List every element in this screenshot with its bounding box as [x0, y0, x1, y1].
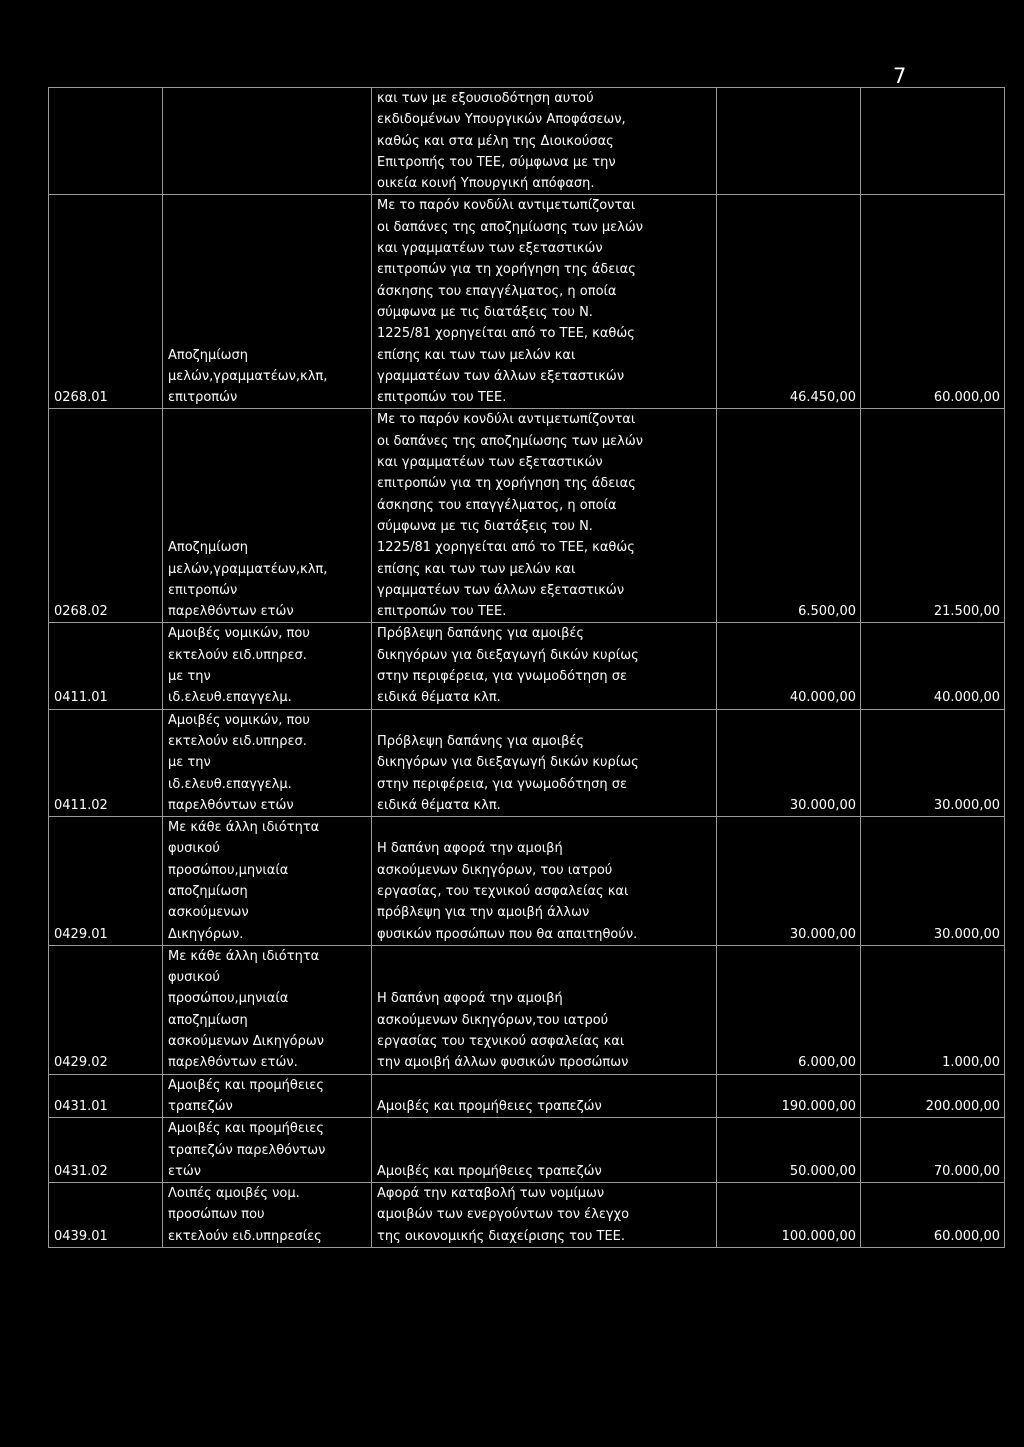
description-cell: Αμοιβές και προμήθειες τραπεζών: [372, 1118, 717, 1183]
title-cell: Αποζημίωση μελών,γραμματέων,κλπ, επιτροπών παρελθόντων ετών: [163, 409, 372, 623]
code-cell: 0429.01: [49, 817, 163, 946]
amount-2-cell: 200.000,00: [861, 1074, 1005, 1118]
table-row: [49, 817, 1005, 946]
budget-table-body: [49, 88, 1005, 1248]
code-cell: 0411.02: [49, 709, 163, 816]
table-row: [49, 195, 1005, 409]
amount-1-cell: 30.000,00: [717, 817, 861, 946]
description-cell: Αμοιβές και προμήθειες τραπεζών: [372, 1074, 717, 1118]
description-cell: Πρόβλεψη δαπάνης για αμοιβές δικηγόρων για διεξαγωγή δικών κυρίως στην περιφέρεια, για γνωμοδότηση σε ειδικά θέματα κλπ.: [372, 623, 717, 709]
code-cell: 0268.01: [49, 195, 163, 409]
code-cell: 0268.02: [49, 409, 163, 623]
description-cell: Αφορά την καταβολή των νομίμων αμοιβών των ενεργούντων τον έλεγχο της οικονομικής διαχείρισης του ΤΕΕ.: [372, 1183, 717, 1248]
page-number: 7: [893, 64, 907, 88]
amount-2-cell: 21.500,00: [861, 409, 1005, 623]
description-cell: και των με εξουσιοδότηση αυτού εκδιδομένων Υπουργικών Αποφάσεων, καθώς και στα μέλη της Διοικούσας Επιτροπής του ΤΕΕ, σύμφωνα με την οικεία κοινή Υπουργική απόφαση.: [372, 88, 717, 195]
amount-1-cell: 6.000,00: [717, 945, 861, 1074]
title-cell: Με κάθε άλλη ιδιότητα φυσικού προσώπου,μηνιαία αποζημίωση ασκούμενων Δικηγόρων.: [163, 817, 372, 946]
amount-2-cell: 60.000,00: [861, 195, 1005, 409]
code-cell: [49, 88, 163, 195]
code-cell: 0439.01: [49, 1183, 163, 1248]
table-row: [49, 409, 1005, 623]
code-cell: 0431.01: [49, 1074, 163, 1118]
code-cell: 0431.02: [49, 1118, 163, 1183]
description-cell: Με το παρόν κονδύλι αντιμετωπίζονται οι δαπάνες της αποζημίωσης των μελών και γραμματέων των εξεταστικών επιτροπών για τη χορήγηση της άδειας άσκησης του επαγγέλματος, η οποία σύμφωνα με τις διατάξεις του Ν. 1225/81 χορηγείται από το ΤΕΕ, καθώς επίσης και των των μελών και γραμματέων των άλλων εξεταστικών επιτροπών του ΤΕΕ.: [372, 409, 717, 623]
amount-1-cell: 40.000,00: [717, 623, 861, 709]
title-cell: Αμοιβές και προμήθειες τραπεζών παρελθόντων ετών: [163, 1118, 372, 1183]
title-cell: [163, 88, 372, 195]
table-row: [49, 709, 1005, 816]
amount-1-cell: 190.000,00: [717, 1074, 861, 1118]
title-cell: Αμοιβές νομικών, που εκτελούν ειδ.υπηρεσ. με την ιδ.ελευθ.επαγγελμ. παρελθόντων ετών: [163, 709, 372, 816]
amount-1-cell: 100.000,00: [717, 1183, 861, 1248]
amount-2-cell: 1.000,00: [861, 945, 1005, 1074]
table-row: [49, 623, 1005, 709]
description-cell: Η δαπάνη αφορά την αμοιβή ασκούμενων δικηγόρων,του ιατρού εργασίας του τεχνικού ασφαλείας και την αμοιβή άλλων φυσικών προσώπων: [372, 945, 717, 1074]
amount-2-cell: 30.000,00: [861, 709, 1005, 816]
title-cell: Αποζημίωση μελών,γραμματέων,κλπ, επιτροπών: [163, 195, 372, 409]
amount-1-cell: 30.000,00: [717, 709, 861, 816]
amount-1-cell: 6.500,00: [717, 409, 861, 623]
table-row: [49, 1183, 1005, 1248]
description-cell: Με το παρόν κονδύλι αντιμετωπίζονται οι δαπάνες της αποζημίωσης των μελών και γραμματέων των εξεταστικών επιτροπών για τη χορήγηση της άδειας άσκησης του επαγγέλματος, η οποία σύμφωνα με τις διατάξεις του Ν. 1225/81 χορηγείται από το ΤΕΕ, καθώς επίσης και των των μελών και γραμματέων των άλλων εξεταστικών επιτροπών του ΤΕΕ.: [372, 195, 717, 409]
amount-2-cell: 40.000,00: [861, 623, 1005, 709]
amount-2-cell: 30.000,00: [861, 817, 1005, 946]
title-cell: Αμοιβές και προμήθειες τραπεζών: [163, 1074, 372, 1118]
continuation-row: [49, 88, 1005, 195]
code-cell: 0429.02: [49, 945, 163, 1074]
amount-2-cell: [861, 88, 1005, 195]
amount-1-cell: 50.000,00: [717, 1118, 861, 1183]
title-cell: Με κάθε άλλη ιδιότητα φυσικού προσώπου,μηνιαία αποζημίωση ασκούμενων Δικηγόρων παρελθόντων ετών.: [163, 945, 372, 1074]
title-cell: Λοιπές αμοιβές νομ. προσώπων που εκτελούν ειδ.υπηρεσίες: [163, 1183, 372, 1248]
table-row: [49, 945, 1005, 1074]
amount-1-cell: 46.450,00: [717, 195, 861, 409]
table-row: [49, 1074, 1005, 1118]
description-cell: Πρόβλεψη δαπάνης για αμοιβές δικηγόρων για διεξαγωγή δικών κυρίως στην περιφέρεια, για γνωμοδότηση σε ειδικά θέματα κλπ.: [372, 709, 717, 816]
amount-1-cell: [717, 88, 861, 195]
title-cell: Αμοιβές νομικών, που εκτελούν ειδ.υπηρεσ. με την ιδ.ελευθ.επαγγελμ.: [163, 623, 372, 709]
amount-2-cell: 70.000,00: [861, 1118, 1005, 1183]
amount-2-cell: 60.000,00: [861, 1183, 1005, 1248]
table-row: [49, 1118, 1005, 1183]
code-cell: 0411.01: [49, 623, 163, 709]
description-cell: Η δαπάνη αφορά την αμοιβή ασκούμενων δικηγόρων, του ιατρού εργασίας, του τεχνικού ασφαλείας και πρόβλεψη για την αμοιβή άλλων φυσικών προσώπων που θα απαιτηθούν.: [372, 817, 717, 946]
budget-table: [48, 87, 1005, 1248]
